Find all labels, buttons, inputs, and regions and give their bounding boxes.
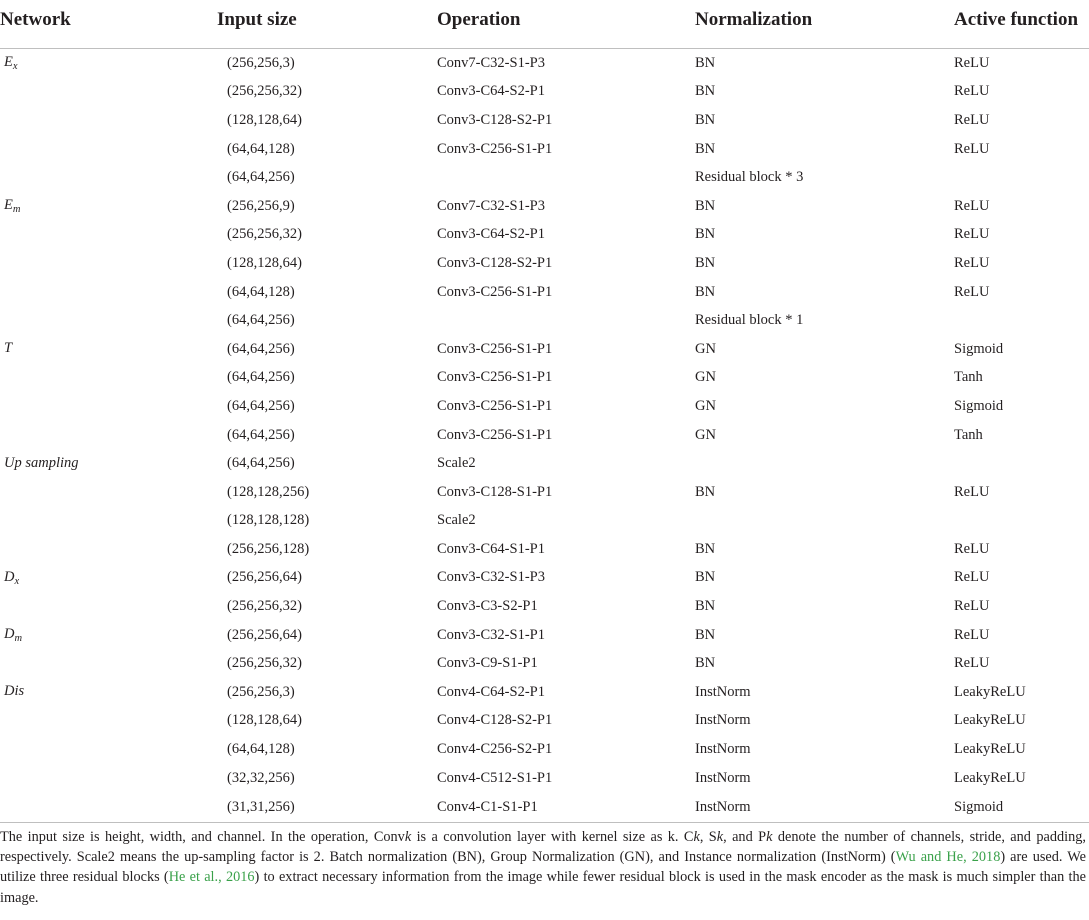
footnote-text: ) to extract necessary information from the image while fewer residual block is used in the mask encoder as the mask is much simpler than the image. [0,869,1086,906]
cell-network [0,735,217,764]
footnote-italic: k [766,829,773,845]
cell-normalization: BN [695,197,716,214]
table-row [0,306,1089,335]
table-row [0,278,1089,307]
footnote-text: , S [699,829,717,845]
network-name: Dis [4,683,25,700]
cell-operation: Conv3-C128-S2-P1 [437,254,553,271]
cell-network [0,306,217,335]
cell-input-size: (256,256,128) [227,540,310,557]
cell-network [0,535,217,564]
cell-normalization: Residual block * 1 [695,312,804,329]
network-name: D [4,568,15,585]
cell-input-size: (64,64,256) [227,397,295,414]
cell-normalization [695,449,954,478]
cell-active-function: ReLU [954,140,990,157]
cell-operation: Conv4-C128-S2-P1 [437,712,553,729]
header-network: Network [0,0,217,49]
cell-input-size: (64,64,128) [227,140,295,157]
footnote-italic: k [693,829,700,845]
cell-active-function: LeakyReLU [954,769,1026,786]
cell-operation: Conv3-C64-S2-P1 [437,83,545,100]
citation-link-wu-he-2018[interactable]: Wu and He, 2018 [895,849,1001,866]
cell-active-function: ReLU [954,254,990,271]
cell-input-size: (256,256,3) [227,683,295,700]
table-row [0,792,1089,823]
cell-input-size: (64,64,256) [227,169,295,186]
cell-normalization: BN [695,111,716,128]
cell-input-size: (256,256,32) [227,598,302,615]
cell-input-size: (64,64,128) [227,283,295,300]
cell-normalization: BN [695,626,716,643]
cell-operation: Conv3-C256-S1-P1 [437,340,553,357]
cell-active-function: Sigmoid [954,792,1089,823]
cell-active-function [954,163,1089,192]
network-subscript: x [12,61,18,73]
table-row [0,249,1089,278]
cell-normalization: GN [695,340,716,357]
cell-network [0,507,217,536]
cell-operation: Conv7-C32-S1-P3 [437,54,545,71]
cell-normalization: GN [695,369,716,386]
cell-operation: Conv3-C256-S1-P1 [437,369,553,386]
cell-active-function: ReLU [954,283,990,300]
footnote-text: The input size is height, width, and channel. In the operation, Conv [0,829,405,845]
cell-network [0,421,217,450]
cell-active-function: ReLU [954,83,990,100]
cell-network [0,449,217,478]
network-name: E [4,54,13,71]
table-row [0,163,1089,192]
cell-normalization: GN [695,397,716,414]
cell-active-function: LeakyReLU [954,683,1026,700]
table-row [0,592,1089,621]
cell-network [0,335,217,364]
cell-normalization: BN [695,226,716,243]
cell-active-function: Sigmoid [954,397,1004,414]
footnote-text: denote the number of channels, stride, and padding, respectively. Scale2 means the up-sampling factor is 2. Batch normalization (BN), Group Normalization (GN), and Instance normalization (InstNorm) ( [0,829,1086,866]
network-subscript: m [14,633,23,645]
cell-input-size: (64,64,256) [227,312,295,329]
cell-network [0,678,217,707]
cell-network [0,564,217,593]
cell-operation: Conv3-C128-S2-P1 [437,111,553,128]
cell-operation: Conv3-C256-S1-P1 [437,397,553,414]
cell-input-size: (256,256,32) [227,226,302,243]
cell-normalization: InstNorm [695,769,751,786]
table-row [0,364,1089,393]
cell-operation: Scale2 [437,455,476,472]
cell-input-size: (256,256,3) [227,54,295,71]
cell-network [0,478,217,507]
header-operation: Operation [437,0,695,49]
cell-operation: Conv3-C3-S2-P1 [437,598,538,615]
table-row [0,507,1089,536]
footnote-italic: k [716,829,724,845]
cell-active-function: ReLU [954,197,990,214]
table-row [0,49,1089,78]
cell-operation [437,306,695,335]
cell-active-function: ReLU [954,483,990,500]
cell-operation: Conv4-C1-S1-P1 [437,792,695,823]
cell-operation: Conv3-C64-S1-P1 [437,540,545,557]
network-name: E [4,197,13,214]
cell-active-function: ReLU [954,655,990,672]
cell-input-size: (256,256,32) [227,655,302,672]
cell-active-function [954,449,1089,478]
cell-active-function: LeakyReLU [954,741,1026,758]
cell-active-function: Tanh [954,426,983,443]
table-row [0,135,1089,164]
cell-network [0,392,217,421]
cell-input-size: (128,128,256) [227,483,310,500]
cell-network [0,135,217,164]
cell-active-function: ReLU [954,226,990,243]
cell-active-function: ReLU [954,54,990,71]
table-row [0,535,1089,564]
table-row [0,764,1089,793]
cell-normalization: Residual block * 3 [695,169,804,186]
cell-active-function: ReLU [954,111,990,128]
citation-link-he-2016[interactable]: He et al., 2016 [168,869,255,886]
cell-network [0,163,217,192]
network-name: T [4,340,13,357]
cell-active-function: LeakyReLU [954,712,1026,729]
table-row [0,564,1089,593]
cell-input-size: (64,64,256) [227,369,295,386]
cell-operation: Conv4-C64-S2-P1 [437,683,545,700]
table-row [0,78,1089,107]
table-row [0,192,1089,221]
cell-operation: Scale2 [437,512,476,529]
header-normalization: Normalization [695,0,954,49]
cell-input-size: (64,64,128) [227,741,295,758]
cell-input-size: (31,31,256) [217,792,437,823]
cell-input-size: (128,128,64) [227,712,302,729]
footnote-text: is a convolution layer with kernel size as k. C [411,829,694,845]
cell-network [0,221,217,250]
cell-active-function: ReLU [954,540,990,557]
cell-normalization: BN [695,140,716,157]
cell-normalization: BN [695,54,716,71]
table-row [0,621,1089,650]
cell-operation: Conv3-C256-S1-P1 [437,426,553,443]
cell-operation: Conv7-C32-S1-P3 [437,197,545,214]
network-subscript: x [14,575,20,587]
cell-input-size: (64,64,256) [227,340,295,357]
cell-network [0,78,217,107]
cell-network [0,249,217,278]
cell-input-size: (256,256,9) [227,197,295,214]
cell-input-size: (128,128,64) [227,111,302,128]
cell-network [0,707,217,736]
cell-normalization: BN [695,83,716,100]
cell-active-function: ReLU [954,626,990,643]
table-footnote [0,827,1086,908]
cell-active-function: ReLU [954,598,990,615]
table-header-row [0,0,1089,49]
table-row [0,221,1089,250]
cell-operation: Conv3-C128-S1-P1 [437,483,553,500]
cell-network [0,192,217,221]
cell-normalization: InstNorm [695,712,751,729]
cell-operation: Conv4-C512-S1-P1 [437,769,553,786]
cell-normalization: GN [695,426,716,443]
table-row [0,678,1089,707]
network-name: Up sampling [4,454,79,471]
cell-active-function [954,507,1089,536]
cell-active-function: ReLU [954,569,990,586]
cell-input-size: (64,64,256) [227,455,295,472]
cell-operation: Conv3-C256-S1-P1 [437,140,553,157]
table-row [0,449,1089,478]
table-row [0,392,1089,421]
cell-input-size: (128,128,64) [227,254,302,271]
cell-network [0,764,217,793]
table-row [0,707,1089,736]
header-input-size: Input size [217,0,437,49]
header-active-function: Active function [954,0,1089,49]
cell-normalization: BN [695,283,716,300]
cell-input-size: (256,256,64) [227,569,302,586]
table-row [0,335,1089,364]
cell-input-size: (256,256,32) [227,83,302,100]
footnote-text: , and P [723,829,767,845]
table-body [0,49,1089,823]
network-subscript: m [12,204,21,216]
cell-input-size: (128,128,128) [227,512,310,529]
cell-network [0,278,217,307]
cell-normalization: BN [695,254,716,271]
cell-active-function: Tanh [954,369,983,386]
cell-operation: Conv3-C64-S2-P1 [437,226,545,243]
table-row [0,649,1089,678]
cell-operation: Conv3-C32-S1-P1 [437,626,545,643]
network-name: D [4,626,15,643]
cell-operation: Conv3-C256-S1-P1 [437,283,553,300]
cell-input-size: (32,32,256) [227,769,295,786]
table-row [0,421,1089,450]
cell-operation [437,163,695,192]
cell-input-size: (64,64,256) [227,426,295,443]
cell-network [0,592,217,621]
cell-normalization: BN [695,655,716,672]
table-row [0,478,1089,507]
cell-operation: Conv4-C256-S2-P1 [437,741,553,758]
cell-operation: Conv3-C32-S1-P3 [437,569,545,586]
footnote-italic: k [404,829,412,845]
footnote-text: ) are used. We utilize three residual blocks ( [0,849,1086,886]
cell-normalization: BN [695,569,716,586]
cell-operation: Conv3-C9-S1-P1 [437,655,538,672]
cell-active-function [954,306,1089,335]
cell-normalization: InstNorm [695,792,954,823]
cell-normalization: BN [695,483,716,500]
cell-network [0,621,217,650]
cell-normalization [695,507,954,536]
cell-normalization: BN [695,598,716,615]
cell-normalization: InstNorm [695,741,751,758]
table-row [0,106,1089,135]
cell-normalization: InstNorm [695,683,751,700]
cell-network [0,649,217,678]
cell-network [0,792,217,823]
cell-network [0,49,217,78]
cell-network [0,106,217,135]
cell-network [0,364,217,393]
table-row [0,735,1089,764]
cell-active-function: Sigmoid [954,340,1004,357]
cell-normalization: BN [695,540,716,557]
cell-input-size: (256,256,64) [227,626,302,643]
